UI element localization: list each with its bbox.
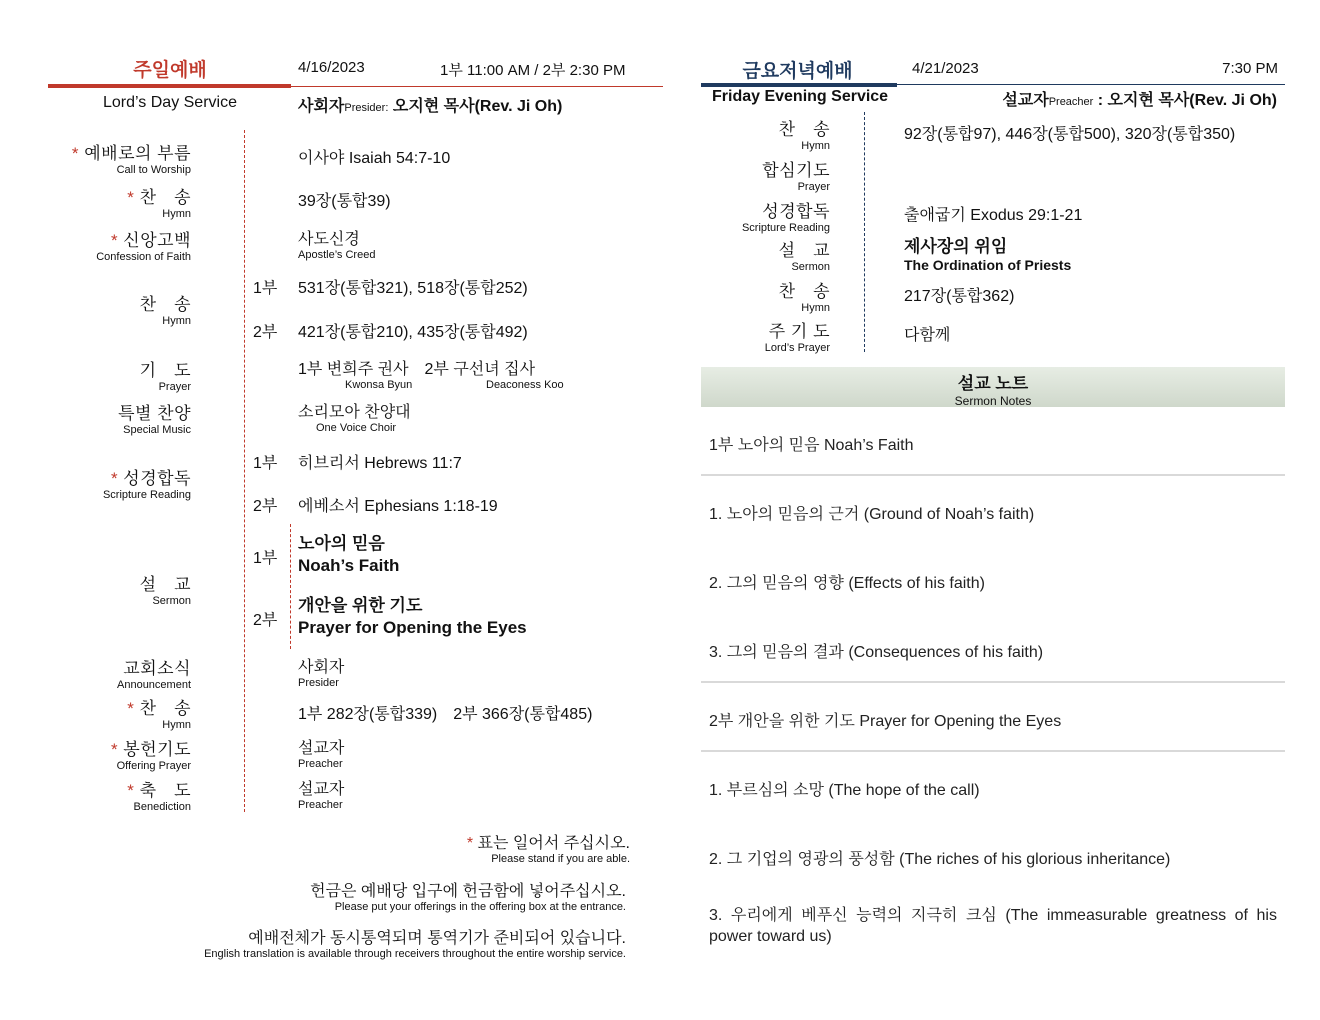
- notes-line: 2. 그 기업의 영광의 풍성함 (The riches of his glorious inheritance): [709, 851, 1171, 868]
- service-1-label-scripture: 1부: [253, 455, 278, 472]
- sunday-title: 주일예배: [133, 60, 207, 81]
- service-2-label-sermon: 2부: [253, 612, 278, 629]
- note-stand: * 표는 일어서 주십시오. Please stand if you are able.: [466, 835, 630, 865]
- value-hymn-2-svc2: 421장(통합210), 435장(통합492): [298, 324, 528, 341]
- notes-line: 3. 그의 믿음의 결과 (Consequences of his faith): [709, 644, 1044, 661]
- friday-date: 4/21/2023: [912, 60, 979, 77]
- value-special-music: 소리모아 찬양대 One Voice Choir: [298, 404, 411, 434]
- notes-separator: [701, 681, 1285, 683]
- notes-line: 2. 그의 믿음의 영향 (Effects of his faith): [709, 575, 985, 592]
- friday-label-hymn-2: 찬 송 Hymn: [778, 282, 830, 314]
- friday-value-lords-prayer: 다함께: [904, 327, 951, 344]
- notes-separator: [701, 474, 1285, 476]
- sermon-divider: [290, 524, 291, 649]
- sunday-title-underline: [48, 84, 291, 88]
- value-scripture-1: 히브리서 Hebrews 11:7: [298, 455, 462, 472]
- sunday-date: 4/16/2023: [298, 59, 365, 76]
- label-hymn-1: * 찬 송 Hymn: [127, 188, 191, 220]
- notes-line: 3. 우리에게 베푸신 능력의 지극히 크심 (The immeasurable greatness of his power toward us): [709, 907, 1277, 945]
- note-offering: 헌금은 예배당 입구에 헌금함에 넣어주십시오. Please put your offerings in the offering box at the entrance.: [310, 883, 626, 913]
- value-hymn-3: 1부 282장(통합339) 2부 366장(통합485): [298, 706, 593, 723]
- sunday-divider: [244, 130, 245, 812]
- label-benediction: * 축 도 Benediction: [127, 781, 191, 813]
- friday-label-lords-prayer: 주 기 도 Lord’s Prayer: [764, 322, 830, 354]
- friday-label-scripture: 성경합독 Scripture Reading: [741, 202, 830, 234]
- friday-title: 금요저녁예배: [742, 61, 853, 82]
- value-scripture-2: 에베소서 Ephesians 1:18-19: [298, 498, 498, 515]
- label-prayer: 기 도 Prayer: [139, 361, 191, 393]
- label-hymn-3: * 찬 송 Hymn: [127, 699, 191, 731]
- notes-separator: [701, 750, 1285, 752]
- sunday-times: 1부 11:00 AM / 2부 2:30 PM: [440, 62, 626, 79]
- label-scripture: * 성경합독 Scripture Reading: [102, 469, 191, 501]
- label-special-music: 특별 찬양 Special Music: [118, 404, 191, 436]
- friday-time: 7:30 PM: [1222, 60, 1278, 77]
- value-offering-prayer: 설교자 Preacher: [298, 740, 345, 770]
- friday-preacher: 설교자Preacher : 오지현 목사(Rev. Ji Oh): [1002, 92, 1277, 109]
- label-sermon: 설 교 Sermon: [139, 575, 191, 607]
- friday-value-scripture: 출애굽기 Exodus 29:1-21: [904, 207, 1083, 224]
- friday-header-rule: [897, 84, 1285, 85]
- service-1-label-hymn: 1부: [253, 280, 278, 297]
- notes-line: 1. 부르심의 소망 (The hope of the call): [709, 782, 980, 799]
- label-confession: * 신앙고백 Confession of Faith: [96, 231, 191, 263]
- friday-value-hymn-1: 92장(통합97), 446장(통합500), 320장(통합350): [904, 126, 1236, 143]
- value-creed: 사도신경 Apostle’s Creed: [298, 231, 376, 261]
- friday-title-underline: [701, 83, 897, 87]
- service-1-label-sermon: 1부: [253, 550, 278, 567]
- value-call-to-worship: 이사야 Isaiah 54:7-10: [298, 150, 451, 167]
- sunday-subtitle: Lord’s Day Service: [103, 94, 237, 111]
- friday-subtitle: Friday Evening Service: [712, 88, 889, 105]
- note-translation: 예배전체가 동시통역되며 통역기가 준비되어 있습니다. English translation is available through receivers throughout the entire worship service.: [204, 930, 626, 960]
- notes-line: 1부 노아의 믿음 Noah’s Faith: [709, 437, 914, 454]
- value-benediction: 설교자 Preacher: [298, 781, 345, 811]
- friday-label-sermon: 설 교 Sermon: [778, 241, 830, 273]
- notes-line: 2부 개안을 위한 기도 Prayer for Opening the Eyes: [709, 713, 1062, 730]
- service-2-label-scripture: 2부: [253, 498, 278, 515]
- friday-value-sermon: 제사장의 위임 The Ordination of Priests: [904, 237, 1072, 273]
- value-announcement: 사회자 Presider: [298, 659, 345, 689]
- label-offering-prayer: * 봉헌기도 Offering Prayer: [110, 740, 191, 772]
- value-prayer: 1부 변희주 권사 2부 구선녀 집사 Kwonsa Byun Deaconess Koo: [298, 361, 564, 391]
- friday-value-hymn-2: 217장(통합362): [904, 288, 1015, 305]
- friday-label-hymn-1: 찬 송 Hymn: [778, 120, 830, 152]
- label-call-to-worship: * 예배로의 부름 Call to Worship: [71, 144, 191, 176]
- sunday-header-rule: [291, 86, 663, 87]
- friday-label-prayer: 합심기도 Prayer: [762, 161, 830, 193]
- value-hymn-1: 39장(통합39): [298, 193, 391, 210]
- label-hymn-2: 찬 송 Hymn: [139, 295, 191, 327]
- friday-divider: [864, 112, 865, 352]
- value-hymn-2-svc1: 531장(통합321), 518장(통합252): [298, 280, 528, 297]
- notes-line: 1. 노아의 믿음의 근거 (Ground of Noah’s faith): [709, 506, 1035, 523]
- sermon-notes-header: 설교 노트 Sermon Notes: [701, 367, 1285, 407]
- service-2-label-hymn: 2부: [253, 324, 278, 341]
- label-announcement: 교회소식 Announcement: [117, 659, 191, 691]
- value-sermon-2: 개안을 위한 기도 Prayer for Opening the Eyes: [298, 596, 527, 637]
- sunday-presider: 사회자Presider: 오지현 목사(Rev. Ji Oh): [298, 98, 563, 115]
- value-sermon-1: 노아의 믿음 Noah’s Faith: [298, 534, 400, 575]
